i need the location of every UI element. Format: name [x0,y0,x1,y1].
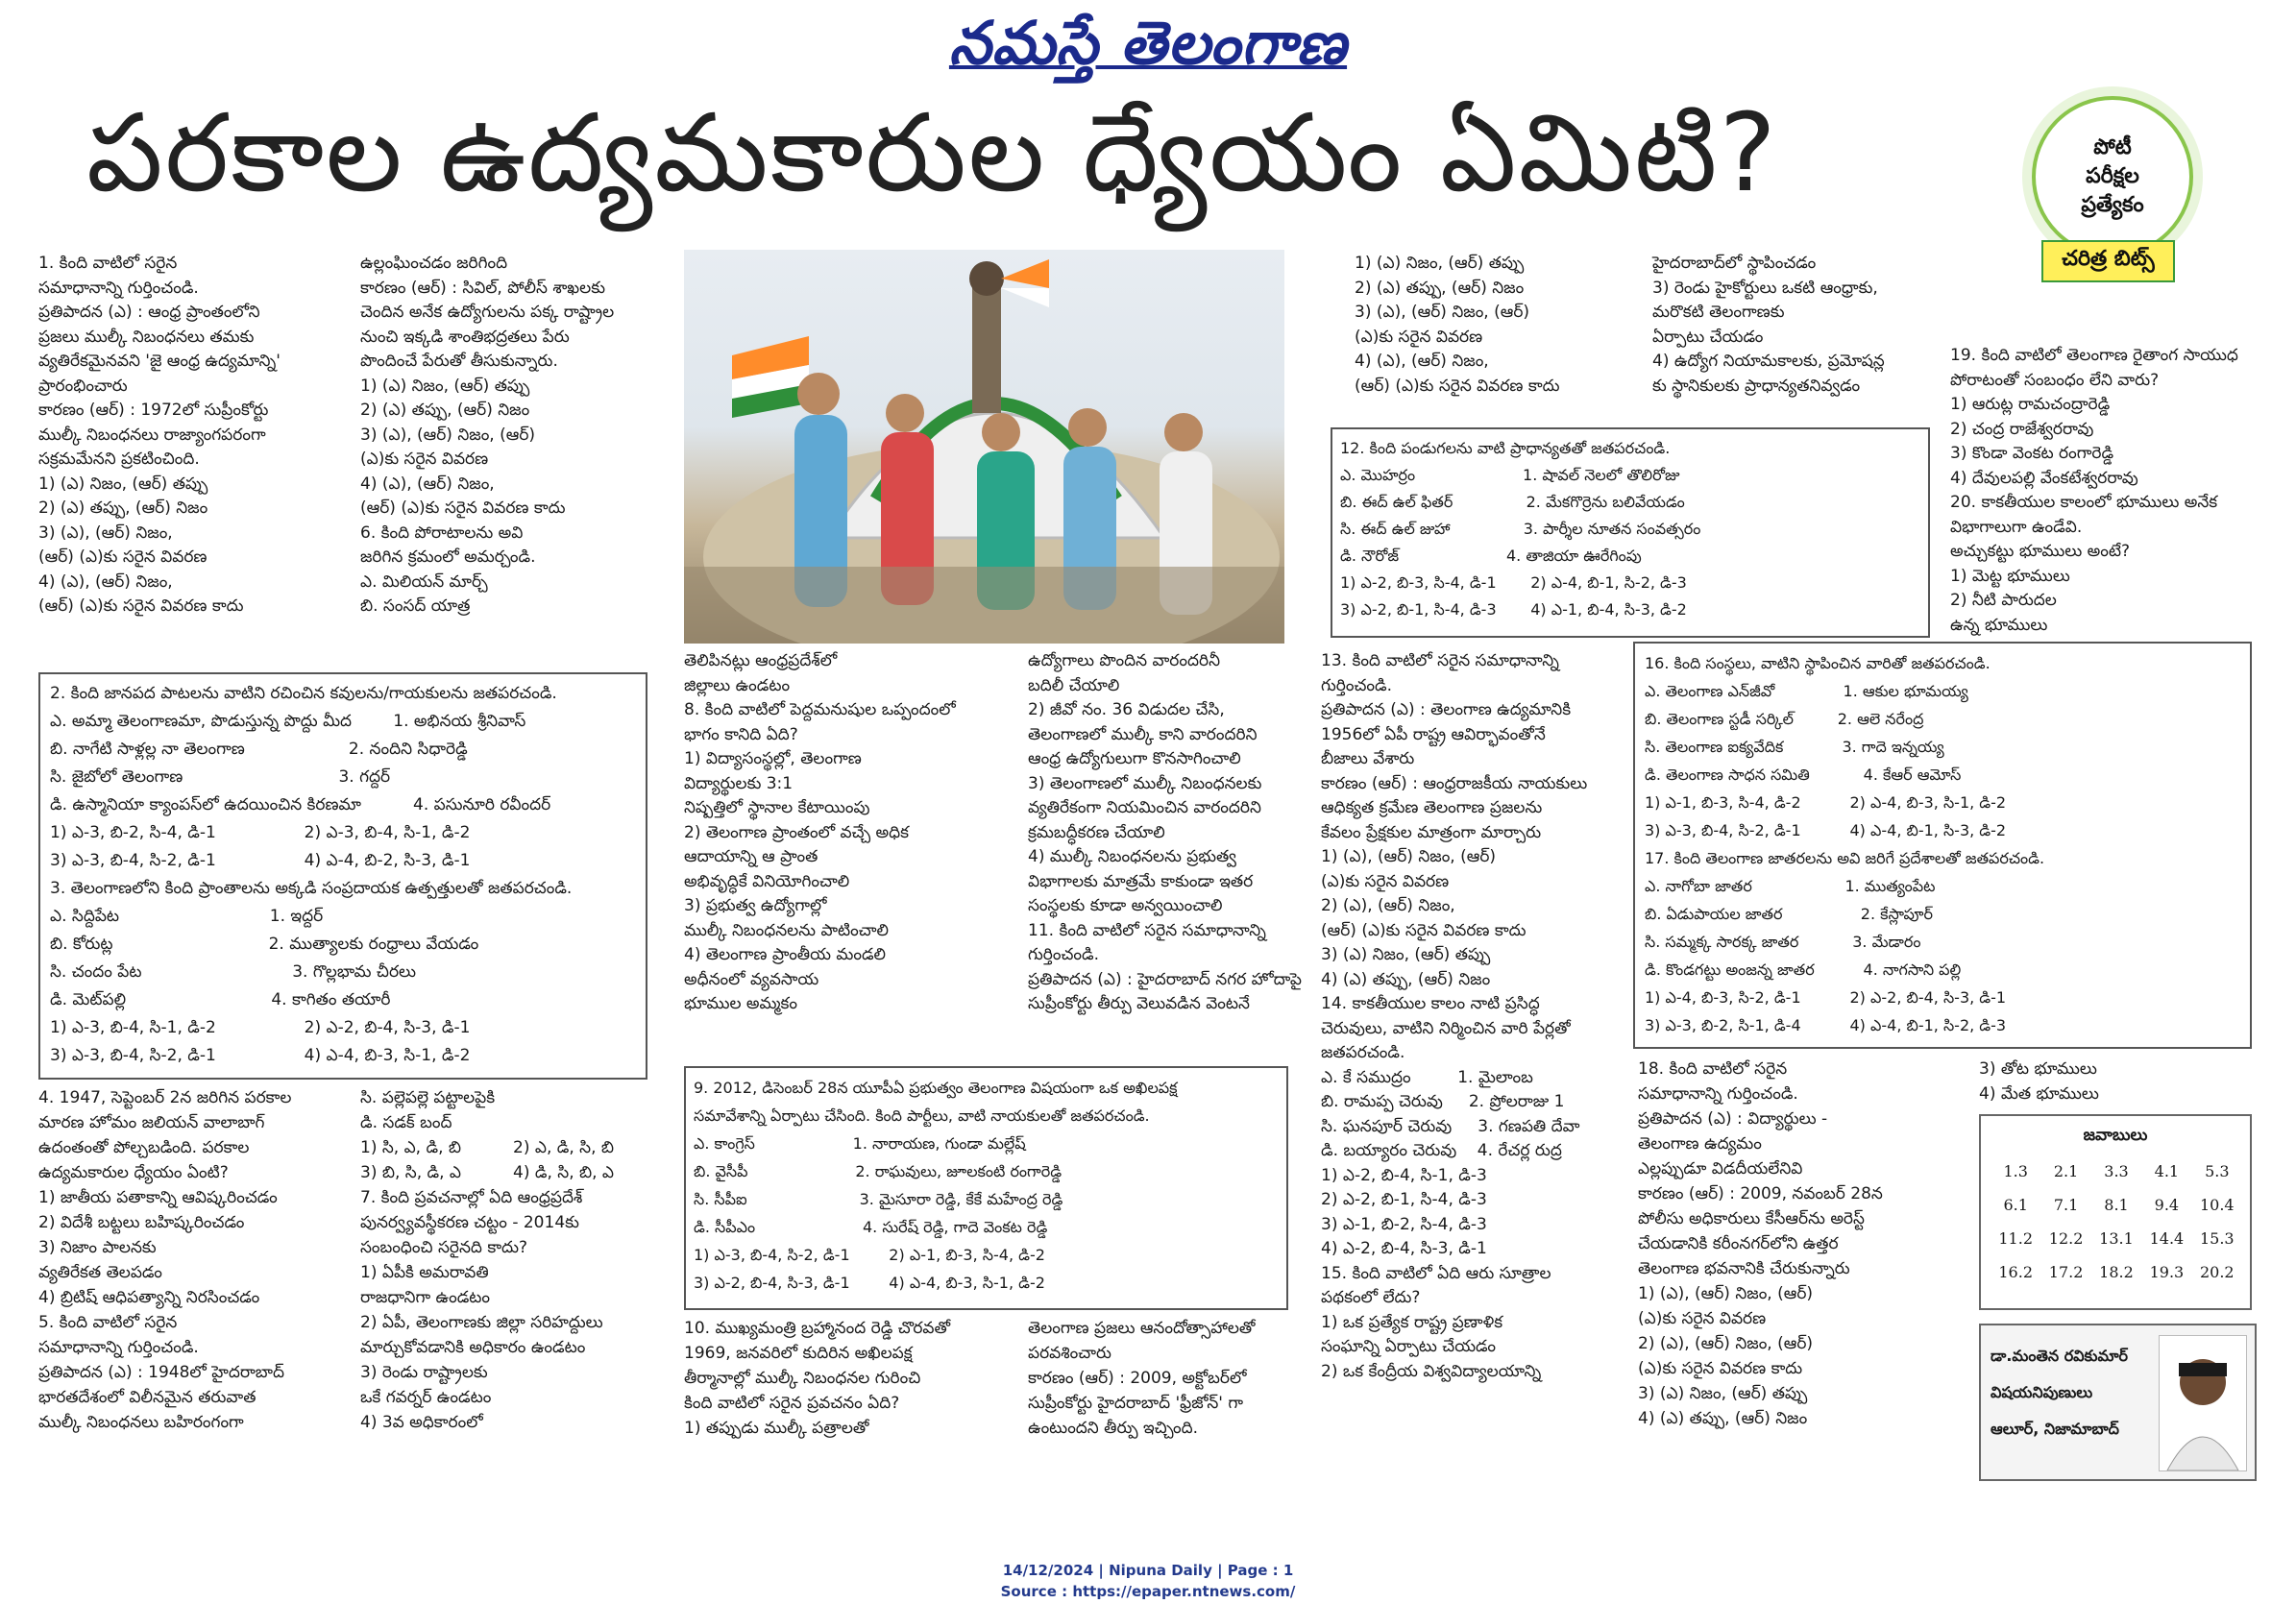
text-line: 1) ఎ-1, బి-3, సి-4, డి-2 2) ఎ-4, బి-3, సి-1, డి-2 [1645,793,2007,812]
statue-photo [684,250,1284,644]
text-line: విభాగాలుగా ఉండేవి. [1950,517,2083,537]
text-line: కారణం (ఆర్) : 2009, నవంబర్ 28న [1638,1184,1883,1203]
text-line: 1) ఒక ప్రత్యేక రాష్ట్ర ప్రణాళిక [1321,1312,1503,1332]
author-photo [2159,1335,2247,1471]
text-line: 4) బ్రిటిష్ ఆధిపత్యాన్ని నిరసించడం [38,1288,260,1307]
text-line: 1) (ఎ), (ఆర్) నిజం, (ఆర్) [1638,1284,1814,1303]
badge-line: పరీక్షల [2086,164,2139,188]
text-line: 2) (ఎ), (ఆర్) నిజం, [1321,896,1455,915]
text-line: చెందిన అనేక ఉద్యోగులను పక్క రాష్ట్రాల [360,303,615,322]
text-line: జిల్లాలు ఉండటం [684,675,791,695]
text-line: నిష్పత్తిలో స్థానాల కేటాయింపు [684,798,870,817]
text-line: గుర్తించండి. [1028,945,1100,964]
question-9 [694,1074,1280,1297]
text-line: (ఎ)కు సరైన వివరణ కాదు [1638,1359,1803,1378]
text-line: 3) తెలంగాణలో ముల్కీ నిబంధనలకు [1028,773,1262,793]
text-line: ప్రతిపాదన (ఎ) : ఆంధ్ర ప్రాంతంలోని [38,303,260,322]
text-line: 2) (ఎ) తప్పు, (ఆర్) నిజం [38,498,208,518]
column-7b-questions [1979,1057,2248,1106]
text-line: బి. సంసద్ యాత్ర [360,596,471,616]
text-line: 2) నీటి పారుదల [1950,591,2057,610]
text-line: ముల్కీ నిబంధనలు రాజ్యాంగపరంగా [38,425,266,445]
answer-item: 14.4 [2149,1229,2185,1248]
text-line: 3) (ఎ), (ఆర్) నిజం, [38,523,173,543]
text-line: ఉదంతంతో పోల్చబడింది. పరకాల [38,1138,250,1157]
text-line: సక్రమమేనని ప్రకటించింది. [38,450,200,469]
answer-item: 16.2 [1998,1263,2033,1281]
text-line: ప్రతిపాదన (ఎ) : తెలంగాణ ఉద్యమానికి [1321,700,1572,719]
text-line: సి. సీపీఐ 3. మైసూరా రెడ్డి, కేకే మహేంద్ర రెడ్డి [694,1190,1063,1208]
text-line: విభాగాలకు మాత్రమే కాకుండా ఇతర [1028,871,1254,891]
text-line: సి. పల్లెపల్లె పట్టాలపైకి [360,1088,496,1107]
text-line: అచ్చుకట్టు భూములు అంటే? [1950,542,2130,561]
text-line: ఎ. నాగోబా జాతర 1. ముత్యంపేట [1645,877,1936,895]
text-line: 2) చంద్ర రాజేశ్వరరావు [1950,419,2094,439]
text-line: తెలంగాణ ఉద్యమం [1638,1134,1762,1154]
text-line: 4) (ఎ), (ఆర్) నిజం, [1355,352,1489,371]
text-line: 3) కొండా వెంకట రంగారెడ్డి [1950,444,2114,463]
text-line: 4) 3వ అధికారంలో [360,1413,483,1432]
author-box [1979,1324,2257,1481]
text-line: జరిగిన క్రమంలో అమర్చండి. [360,547,536,567]
text-line: మరొకటి తెలంగాణకు [1652,303,1785,322]
text-line: వ్యతిరేకత తెలపడం [38,1263,162,1282]
text-line: కారణం (ఆర్) : సివిల్, పోలీస్ శాఖలకు [360,278,605,298]
footer-date-line: 14/12/2024 | Nipuna Daily | Page : 1 [1002,1562,1294,1579]
text-line: 4) ఎ-2, బి-4, సి-3, డి-1 [1321,1239,1487,1258]
answer-item: 4.1 [2154,1162,2180,1180]
text-line: ఉద్యోగాలు పొందిన వారందరినీ [1028,651,1221,670]
special-badge [2032,96,2193,257]
answer-item: 1.3 [2003,1162,2028,1180]
text-line: ముల్కీ నిబంధనలు బహిరంగంగా [38,1413,244,1432]
text-line: బి. కోరుట్ల 2. ముత్యాలకు రంధ్రాలు వేయడం [50,935,479,954]
text-line: కు స్థానికులకు ప్రాధాన్యతనివ్వడం [1652,376,1861,396]
text-line: సంబంధించి సరైనది కాదు? [360,1238,527,1257]
text-line: 8. కింది వాటిలో పెద్దమనుషుల ఒప్పందంలో [684,700,956,719]
text-line: క్రమబద్ధీకరణ చేయాలి [1028,822,1165,842]
text-line: 2) (ఎ), (ఆర్) నిజం, (ఆర్) [1638,1334,1814,1353]
text-line: 3) (ఎ), (ఆర్) నిజం, (ఆర్) [360,425,536,445]
column-1b-questions [38,1085,365,1435]
column-5-questions [1321,649,1628,1384]
column-3-questions [684,649,1011,1017]
text-line: 3) ఎ-1, బి-2, సి-4, డి-3 [1321,1214,1487,1234]
text-line: డి. ఉస్మానియా క్యాంపస్‌లో ఉదయించిన కిరణమా 4. పసునూరి రవీందర్ [50,795,551,814]
text-line: 1) (ఎ) నిజం, (ఆర్) తప్పు [38,474,208,494]
page-headline: పరకాల ఉద్యమకారుల ధ్యేయం ఏమిటి? [86,91,1778,216]
text-line: రాజధానిగా ఉండటం [360,1288,491,1307]
text-line: బీజాలు వేశారు [1321,749,1415,768]
column-1-questions [38,252,365,620]
column-2b-questions [360,1085,668,1435]
text-line: (ఎ)కు సరైన వివరణ [1638,1309,1767,1328]
text-line: (ఆర్) (ఎ)కు సరైన వివరణ కాదు [1355,376,1560,396]
text-line: (ఆర్) (ఎ)కు సరైన వివరణ కాదు [38,596,244,616]
text-line: ఉన్న భూములు [1950,615,2048,635]
statue-illustration [684,250,1284,644]
text-line: 3) (ఎ) నిజం, (ఆర్) తప్పు [1321,945,1491,964]
questions-16-17 [1645,649,2240,1039]
author-role: విషయనిపుణులు [1991,1383,2093,1401]
text-line: 3) (ఎ) నిజం, (ఆర్) తప్పు [1638,1384,1808,1403]
text-line: ప్రతిపాదన (ఎ) : హైదరాబాద్ నగర హోదాపై [1028,969,1302,989]
text-line: ఎల్లప్పుడూ విడదీయలేనివి [1638,1159,1803,1179]
text-line: సి. తెలంగాణ ఐక్యవేదిక 3. గాదె ఇన్నయ్య [1645,738,1944,756]
text-line: చేయడానికి కరీంనగర్‌లోని ఉత్తర [1638,1234,1839,1253]
text-line: (ఆర్) (ఎ)కు సరైన వివరణ కాదు [360,498,566,518]
page-footer [0,1560,2296,1602]
text-line: 19. కింది వాటిలో తెలంగాణ రైతాంగ సాయుధ [1950,346,2238,365]
text-line: బదిలీ చేయాలి [1028,675,1120,695]
text-line: ప్రజలు ముల్కీ నిబంధనలు తమకు [38,327,255,347]
text-line: చెరువులు, వాటిని నిర్మించిన వారి పేర్లతో [1321,1018,1571,1038]
answer-item: 8.1 [2104,1196,2129,1214]
text-line: 17. కింది తెలంగాణ జాతరలను అవి జరిగే ప్రదేశాలతో జతపరచండి. [1645,849,2045,867]
text-line: 2) (ఎ) తప్పు, (ఆర్) నిజం [360,401,530,420]
text-line: 1) (ఎ) నిజం, (ఆర్) తప్పు [1355,254,1525,273]
footer-source-link[interactable]: Source : https://epaper.ntnews.com/ [1000,1583,1296,1600]
text-line: బి. రామప్ప చెరువు 2. ప్రోలరాజు 1 [1321,1092,1565,1111]
text-line: అధీనంలో వ్యవసాయ [684,969,819,989]
text-line: 1) తప్పుడు ముల్కీ పత్రాలతో [684,1419,869,1438]
text-line: 1) ఎ-3, బి-4, సి-1, డి-2 2) ఎ-2, బి-4, సి-3, డి-1 [50,1018,471,1037]
text-line: డి. మెట్‌పల్లి 4. కాగితం తయారీ [50,990,391,1009]
text-line: అభివృద్ధికే వినియోగించాలి [684,871,850,891]
text-line: 15. కింది వాటిలో ఏది ఆరు సూత్రాల [1321,1263,1551,1283]
text-line: నుంచి ఇక్కడి శాంతిభద్రతలు పేరు [360,327,570,347]
text-line: బి. ఏడుపాయల జాతర 2. కేస్లాపూర్ [1645,905,1933,923]
text-line: 3) రెండు హైకోర్టులు ఒకటి ఆంధ్రాకు, [1652,278,1878,298]
text-line: భాగం కానిది ఏది? [684,724,798,744]
text-line: ఎ. అమ్మా తెలంగాణమా, పొడుస్తున్న పొద్దు మీద 1. అభినయ శ్రీనివాస్ [50,712,526,731]
text-line: కారణం (ఆర్) : ఆంధ్రరాజకీయ నాయకులు [1321,773,1588,793]
text-line: సమాధానాన్ని గుర్తించండి. [38,278,199,298]
text-line: బి. వైసీపీ 2. రాఘవులు, జూలకంటి రంగారెడ్డి [694,1162,1063,1180]
badge-line: ప్రత్యేకం [2081,193,2144,217]
questions-2-3 [50,680,636,1070]
text-line: 2) ఒక కేంద్రీయ విశ్వవిద్యాలయాన్ని [1321,1361,1542,1381]
text-line: 1. కింది వాటిలో సరైన [38,254,178,273]
text-line: సమాధానాన్ని గుర్తించండి. [38,1338,199,1357]
text-line: ఆధిక్యత క్రమేణ తెలంగాణ ప్రజలను [1321,798,1543,817]
text-line: 13. కింది వాటిలో సరైన సమాధానాన్ని [1321,651,1559,670]
text-line: ఏర్పాటు చేయడం [1652,327,1764,347]
answer-item: 17.2 [2048,1263,2084,1281]
text-line: 1) సి, ఎ, డి, బి 2) ఎ, డి, సి, బి [360,1138,615,1157]
text-line: 3) (ఎ), (ఆర్) నిజం, (ఆర్) [1355,303,1530,322]
text-line: 4) ముల్కీ నిబంధనలను ప్రభుత్వ [1028,847,1236,866]
text-line: ఎ. మొహర్రం 1. షావల్ నెలలో తొలిరోజు [1340,466,1680,484]
text-line: 2. కింది జానపద పాటలను వాటిని రచించిన కవులను/గాయకులను జతపరచండి. [50,684,557,703]
text-line: డి. తెలంగాణ సాధన సమితి 4. కేఆర్ ఆమోస్ [1645,766,1962,784]
text-line: 4) (ఎ), (ఆర్) నిజం, [360,474,495,494]
text-line: 4) (ఎ) తప్పు, (ఆర్) నిజం [1638,1409,1808,1428]
text-line: ఎ. కే సముద్రం 1. మైలాంబ [1321,1067,1533,1087]
text-line: వ్యతిరేకంగా నియమించిన వారందరిని [1028,798,1261,817]
text-line: 3) ఎ-3, బి-4, సి-2, డి-1 4) ఎ-4, బి-3, సి-1, డి-2 [50,1046,471,1065]
text-line: సుప్రీంకోర్టు హైదరాబాద్ 'ఫ్రీజోన్' గా [1028,1394,1244,1413]
text-line: ఆంధ్ర ఉద్యోగులుగా కొనసాగించాలి [1028,749,1241,768]
text-line: సుప్రీంకోర్టు తీర్పు వెలువడిన వెంటనే [1028,994,1250,1013]
text-line: 3. తెలంగాణలోని కింది ప్రాంతాలను అక్కడి సంప్రదాయక ఉత్పత్తులతో జతపరచండి. [50,879,573,898]
column-7-questions [1950,344,2267,638]
text-line: డి. కొండగట్టు అంజన్న జాతర 4. నాగసాని పల్లి [1645,960,1962,979]
text-line: 1) ఏపీకి అమరావతి [360,1263,489,1282]
text-line: ప్రారంభించారు [38,376,128,396]
text-line: సి. ఘనపూర్ చెరువు 3. గణపతి దేవా [1321,1116,1580,1136]
author-place: ఆలూర్, నిజామాబాద్ [1991,1420,2119,1438]
text-line: 1) ఎ-2, బి-4, సి-1, డి-3 [1321,1165,1487,1185]
text-line: 9. 2012, డిసెంబర్ 28న యూపీఏ ప్రభుత్వం తెలంగాణ విషయంగా ఒక అఖిలపక్ష [694,1079,1178,1097]
text-line: (ఎ)కు సరైన వివరణ [1321,871,1450,891]
text-line: కేవలం ప్రేక్షకుల మాత్రంగా మార్చారు [1321,822,1542,842]
text-line: 1) ఆరుట్ల రామచంద్రారెడ్డి [1950,395,2111,414]
text-line: 1) ఎ-2, బి-3, సి-4, డి-1 2) ఎ-4, బి-1, సి-2, డి-3 [1340,573,1687,592]
answers-title: జవాబులు [2083,1126,2148,1145]
text-line: 18. కింది వాటిలో సరైన [1638,1059,1788,1079]
text-line: తెలిపినట్లు ఆంధ్రప్రదేశ్‌లో [684,651,838,670]
text-line: సి. సమ్మక్క సారక్క జాతర 3. మేడారం [1645,933,1921,951]
text-line: 2) విదేశీ బట్టలు బహిష్కరించడం [38,1213,245,1232]
answer-item: 3.3 [2104,1162,2129,1180]
text-line: గుర్తించండి. [1321,675,1393,695]
text-line: 4) తెలంగాణ ప్రాంతీయ మండలి [684,945,887,964]
text-line: 4) (ఎ) తప్పు, (ఆర్) నిజం [1321,969,1491,989]
text-line: పోలీసు అధికారులు కేసీఆర్‌ను అరెస్ట్ [1638,1209,1865,1228]
text-line: 3) రెండు రాష్ట్రాలకు [360,1363,488,1382]
text-line: డి. సీపీఎం 4. సురేష్ రెడ్డి, గాదె వెంకట రెడ్డి [694,1218,1048,1236]
text-line: భారతదేశంలో విలీనమైన తరువాత [38,1388,256,1407]
answer-item: 6.1 [2003,1196,2028,1214]
text-line: భూముల అమ్మకం [684,994,797,1013]
answer-item: 18.2 [2099,1263,2134,1281]
text-line: 7. కింది ప్రవచనాల్లో ఏది ఆంధ్రప్రదేశ్ [360,1188,583,1207]
column-3b-questions [684,1316,1011,1441]
text-line: మారణ హోమం జలియన్ వాలాబాగ్ [38,1113,265,1132]
text-line: డి. బయ్యారం చెరువు 4. రేచర్ల రుద్ర [1321,1141,1562,1160]
text-line: విద్యార్థులకు 3:1 [684,773,794,793]
column-6-top [1652,252,1941,399]
text-line: సంస్థలకు కూడా అన్వయించాలి [1028,896,1223,915]
text-line: 3) ఎ-3, బి-4, సి-2, డి-1 4) ఎ-4, బి-2, సి-3, డి-1 [50,851,471,870]
text-line: తెలంగాణ ప్రజలు ఆనందోత్సాహాలతో [1028,1319,1256,1338]
text-line: 1) (ఎ) నిజం, (ఆర్) తప్పు [360,376,530,396]
text-line: 1) మెట్ట భూములు [1950,566,2070,586]
text-line: తెలంగాణ భవనానికి చేరుకున్నారు [1638,1259,1850,1278]
answer-item: 15.3 [2199,1229,2235,1248]
answer-item: 20.2 [2199,1263,2235,1281]
text-line: 1956లో ఏపీ రాష్ట్ర ఆవిర్భావంతోనే [1321,724,1546,744]
text-line: 11. కింది వాటిలో సరైన సమాధానాన్ని [1028,920,1266,940]
column-2-questions [360,252,668,620]
text-line: సమాధానాన్ని గుర్తించండి. [1638,1084,1798,1104]
question-12 [1340,435,1917,623]
text-line: 4. 1947, సెప్టెంబర్ 2న జరిగిన పరకాల [38,1088,292,1107]
text-line: 2) తెలంగాణ ప్రాంతంలో వచ్చే అధిక [684,822,910,842]
text-line: తెలంగాణలో ముల్కీ కాని వారందరిని [1028,724,1258,744]
text-line: 1) ఎ-3, బి-4, సి-2, డి-1 2) ఎ-1, బి-3, సి-4, డి-2 [694,1246,1045,1264]
text-line: 3) ఎ-3, బి-4, సి-2, డి-1 4) ఎ-4, బి-1, సి-3, డి-2 [1645,821,2007,839]
answer-item: 13.1 [2099,1229,2134,1248]
answer-item: 10.4 [2199,1196,2235,1214]
text-line: డి. సడక్ బంద్ [360,1113,452,1132]
text-line: 4) ఉద్యోగ నియామకాలకు, ప్రమోషన్ల [1652,352,1885,371]
text-line: సంఘాన్ని ఏర్పాటు చేయడం [1321,1337,1496,1356]
text-line: ఉల్లంఘించడం జరిగింది [360,254,508,273]
text-line: పునర్వ్యవస్థీకరణ చట్టం - 2014కు [360,1213,579,1232]
text-line: 2) ఎ-2, బి-1, సి-4, డి-3 [1321,1190,1487,1209]
text-line: ఎ. మిలియన్ మార్చ్ [360,571,488,592]
text-line: 3) ఎ-2, బి-4, సి-3, డి-1 4) ఎ-4, బి-3, సి-1, డి-2 [694,1274,1045,1292]
text-line: 2) (ఎ) తప్పు, (ఆర్) నిజం [1355,278,1525,298]
text-line: మార్చుకోవడానికి అధికారం ఉండటం [360,1338,586,1357]
column-5-top [1355,252,1643,399]
text-line: 12. కింది పండుగలను వాటి ప్రాధాన్యతతో జతపరచండి. [1340,439,1671,457]
text-line: డి. నౌరోజ్ 4. తాజియా ఊరేగింపు [1340,547,1642,565]
column-6-questions [1638,1057,1965,1431]
text-line: ఎ. సిద్దిపేట 1. ఇద్దర్ [50,907,324,926]
answer-item: 9.4 [2154,1196,2180,1214]
text-line: ఎ. కాంగ్రెస్ 1. నారాయణ, గుండా మల్లేష్ [694,1134,1026,1153]
text-line: తీర్మానాల్లో ముల్కీ నిబంధనల గురించి [684,1369,921,1388]
answers-grid [1991,1162,2242,1281]
text-line: 3) ఎ-3, బి-2, సి-1, డి-4 4) ఎ-4, బి-1, సి-2, డి-3 [1645,1016,2007,1034]
text-line: పథకంలో లేదు? [1321,1288,1421,1307]
text-line: 3) బి, సి, డి, ఎ 4) డి, సి, బి, ఎ [360,1163,615,1182]
text-line: పొందించే పేరుతో తీసుకున్నారు. [360,352,558,371]
column-4-questions [1028,649,1307,1017]
text-line: (ఎ)కు సరైన వివరణ [360,450,489,469]
answer-item: 2.1 [2053,1162,2079,1180]
text-line: ఉంటుందని తీర్పు ఇచ్చింది. [1028,1419,1199,1438]
text-line: 1) ఎ-3, బి-2, సి-4, డి-1 2) ఎ-3, బి-4, సి-1, డి-2 [50,823,471,842]
text-line: జతపరచండి. [1321,1043,1405,1062]
text-line: బి. నాగేటి సాళ్లల్ల నా తెలంగాణ 2. నందిని సిధారెడ్డి [50,740,468,759]
column-4b-questions [1028,1316,1307,1441]
text-line: సమావేశాన్ని ఏర్పాటు చేసింది. కింది పార్టీలు, వాటి నాయకులతో జతపరచండి. [694,1106,1150,1125]
text-line: కారణం (ఆర్) : 1972లో సుప్రీంకోర్టు [38,401,269,420]
text-line: 10. ముఖ్యమంత్రి బ్రహ్మానంద రెడ్డి చొరవతో [684,1319,951,1338]
text-line: (ఆర్) (ఎ)కు సరైన వివరణ [38,547,208,567]
answers-box [1979,1114,2252,1310]
text-line: ప్రతిపాదన (ఎ) : 1948లో హైదరాబాద్ [38,1363,285,1382]
text-line: (ఆర్) (ఎ)కు సరైన వివరణ కాదు [1321,920,1527,940]
text-line: 1) ఎ-4, బి-3, సి-2, డి-1 2) ఎ-2, బి-4, సి-3, డి-1 [1645,988,2007,1007]
text-line: వ్యతిరేకమైనవని 'జై ఆంధ్ర ఉద్యమాన్ని' [38,352,281,371]
text-line: ఆదాయాన్ని ఆ ప్రాంత [684,847,818,866]
text-line: సి. ఈద్ ఉల్ జుహా 3. పార్శీల నూతన సంవత్సరం [1340,520,1701,538]
text-line: ముల్కీ నిబంధనలను పాటించాలి [684,920,889,940]
text-line: 1) (ఎ), (ఆర్) నిజం, (ఆర్) [1321,847,1497,866]
text-line: 4) మేత భూములు [1979,1084,2099,1104]
answer-item: 19.3 [2149,1263,2185,1281]
text-line: బి. ఈద్ ఉల్ ఫితర్ 2. మేకగొర్రెను బలివేయడం [1340,493,1685,511]
text-line: పోరాటంతో సంబంధం లేని వారు? [1950,370,2160,390]
text-line: 3) తోట భూములు [1979,1059,2097,1079]
text-line: 3) ప్రభుత్వ ఉద్యోగాల్లో [684,896,827,915]
text-line: బి. తెలంగాణ స్టడీ సర్కిల్ 2. ఆలె నరేంద్ర [1645,710,1924,728]
badge-line: పోటీ [2093,135,2132,159]
answer-item: 11.2 [1998,1229,2033,1248]
text-line: హైదరాబాద్‌లో స్థాపించడం [1652,254,1817,273]
text-line: 6. కింది పోరాటాలను అవి [360,523,524,543]
text-line: సి. జైబోలో తెలంగాణ 3. గద్దర్ [50,767,391,787]
text-line: కారణం (ఆర్) : 2009, అక్టోబర్‌లో [1028,1369,1247,1388]
text-line: 4) దేవులపల్లి వేంకటేశ్వరరావు [1950,468,2138,488]
text-line: పరవశించారు [1028,1344,1111,1363]
answer-item: 5.3 [2205,1162,2230,1180]
text-line: 2) ఏపీ, తెలంగాణకు జిల్లా సరిహద్దులు [360,1313,603,1332]
author-name: డా.మంతెన రవికుమార్ [1991,1347,2128,1365]
text-line: 2) జీవో నం. 36 విడుదల చేసి, [1028,700,1225,719]
answer-item: 7.1 [2053,1196,2079,1214]
text-line: ఒకే గవర్నర్ ఉండటం [360,1388,492,1407]
text-line: ఎ. తెలంగాణ ఎన్‌జీవో 1. ఆకుల భూమయ్య [1645,682,1968,700]
text-line: కింది వాటిలో సరైన ప్రవచనం ఏది? [684,1394,900,1413]
text-line: ఉద్యమకారుల ధ్యేయం ఏంటి? [38,1163,229,1182]
text-line: 4) (ఎ), (ఆర్) నిజం, [38,571,173,592]
text-line: 14. కాకతీయుల కాలం నాటి ప్రసిద్ధ [1321,994,1540,1013]
text-line: 20. కాకతీయుల కాలంలో భూములు అనేక [1950,493,2218,512]
text-line: (ఎ)కు సరైన వివరణ [1355,327,1483,347]
text-line: 3) ఎ-2, బి-1, సి-4, డి-3 4) ఎ-1, బి-4, సి-3, డి-2 [1340,600,1687,619]
text-line: 3) నిజాం పాలనకు [38,1238,157,1257]
text-line: 1) విద్యాసంస్థల్లో, తెలంగాణ [684,749,862,768]
masthead-logo: నమస్తే తెలంగాణ [948,8,1348,78]
text-line: 1) జాతీయ పతాకాన్ని ఆవిష్కరించడం [38,1188,278,1207]
text-line: 16. కింది సంస్థలు, వాటిని స్థాపించిన వారితో జతపరచండి. [1645,654,1991,672]
text-line: 5. కింది వాటిలో సరైన [38,1313,178,1332]
text-line: సి. చందం పేట 3. గొల్లభామ చీరలు [50,962,416,982]
text-line: 1969, జనవరిలో కుదిరిన అఖిలపక్ష [684,1344,913,1363]
answer-item: 12.2 [2048,1229,2084,1248]
text-line: ప్రతిపాదన (ఎ) : విద్యార్థులు - [1638,1109,1828,1129]
history-bits-tag: చరిత్ర బిట్స్ [2041,240,2175,282]
